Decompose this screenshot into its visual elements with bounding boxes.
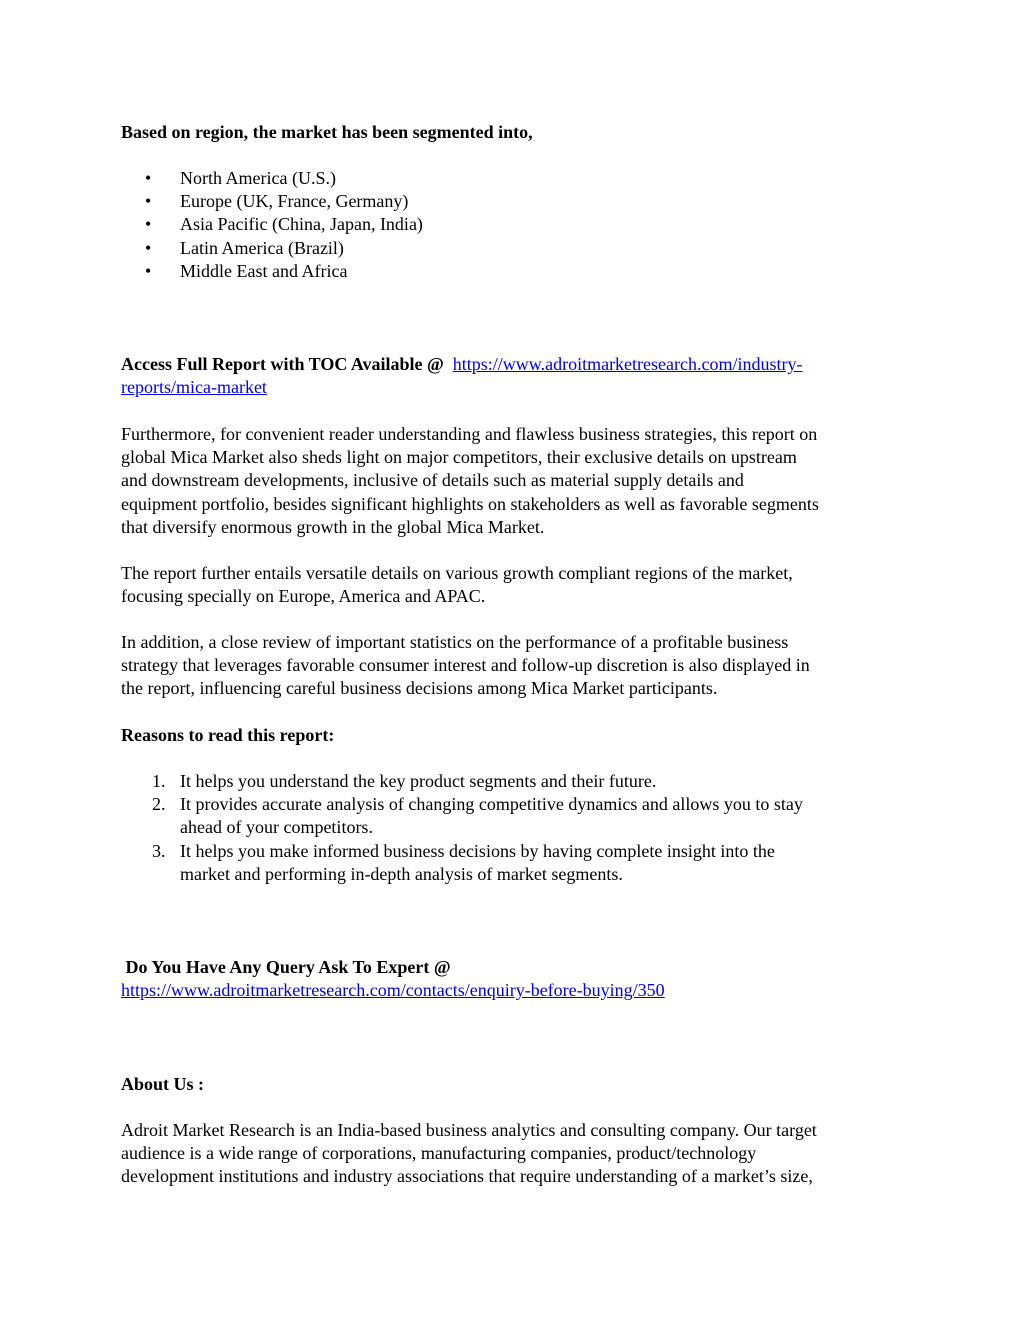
bullet-icon: • [145,168,152,188]
list-item [121,167,911,190]
paragraph-line: and downstream developments, inclusive of details such as material supply details and [121,470,744,491]
paragraph-line: audience is a wide range of corporations, manufacturing companies, product/technology [121,1143,757,1164]
reason-line: It provides accurate analysis of changing competitive dynamics and allows you to stay [180,794,803,815]
list-item [121,840,911,886]
paragraph-regions [121,562,911,608]
region-label: Latin America (Brazil) [180,237,344,258]
region-label: Europe (UK, France, Germany) [180,191,409,212]
paragraph-line: focusing specially on Europe, America and APAC. [121,586,486,607]
region-list [121,167,911,283]
reasons-list [121,770,911,886]
region-heading: Based on region, the market has been segmented into, [121,122,533,142]
bullet-icon: • [145,191,152,212]
about-heading: About Us : [121,1074,205,1094]
paragraph-line: equipment portfolio, besides significant highlights on stakeholders as well as favorable segments [121,493,819,514]
paragraph-line: strategy that leverages favorable consumer interest and follow-up discretion is also displayed in [121,655,810,676]
list-item [121,213,911,236]
list-item [121,237,911,260]
list-item [121,793,911,839]
region-label: Middle East and Africa [180,260,348,281]
paragraph-line: development institutions and industry associations that require understanding of a market’s size, [121,1166,813,1187]
bullet-icon: • [145,214,152,235]
paragraph-line: Furthermore, for convenient reader understanding and flawless business strategies, this report on [121,424,818,444]
paragraph-competitors [121,423,911,539]
reason-line: market and performing in-depth analysis of market segments. [180,863,623,884]
reason-line: It helps you make informed business decisions by having complete insight into the [180,840,775,861]
query-block [121,956,911,1002]
region-label: Asia Pacific (China, Japan, India) [180,214,423,235]
paragraph-line: the report, influencing careful business decisions among Mica Market participants. [121,678,718,699]
paragraph-line: that diversify enormous growth in the global Mica Market. [121,516,545,537]
list-number: 3. [152,840,166,861]
paragraph-line: The report further entails versatile details on various growth compliant regions of the market, [121,563,793,583]
paragraph-statistics [121,631,911,701]
access-report-block [121,353,911,399]
list-item [121,770,911,793]
list-number: 2. [152,794,166,815]
list-item [121,260,911,283]
report-link-line1[interactable]: https://www.adroitmarketresearch.com/industry- [452,354,803,374]
paragraph-line: Adroit Market Research is an India-based business analytics and consulting company. Our target [121,1120,817,1140]
bullet-icon: • [145,260,152,281]
reason-line: It helps you understand the key product segments and their future. [180,771,657,791]
paragraph-line: In addition, a close review of important statistics on the performance of a profitable business [121,632,789,652]
query-label: Do You Have Any Query Ask To Expert @ [121,957,451,977]
enquiry-link[interactable]: https://www.adroitmarketresearch.com/contacts/enquiry-before-buying/350 [121,980,665,1001]
paragraph-line: global Mica Market also sheds light on major competitors, their exclusive details on upstream [121,447,797,468]
access-report-label: Access Full Report with TOC Available @ [121,354,444,374]
report-link-line2[interactable]: reports/mica-market [121,377,267,398]
bullet-icon: • [145,237,152,258]
list-number: 1. [152,771,166,791]
reason-line: ahead of your competitors. [180,817,373,838]
reasons-heading: Reasons to read this report: [121,725,335,745]
list-item [121,190,911,213]
region-label: North America (U.S.) [180,168,336,188]
about-paragraph [121,1119,911,1189]
